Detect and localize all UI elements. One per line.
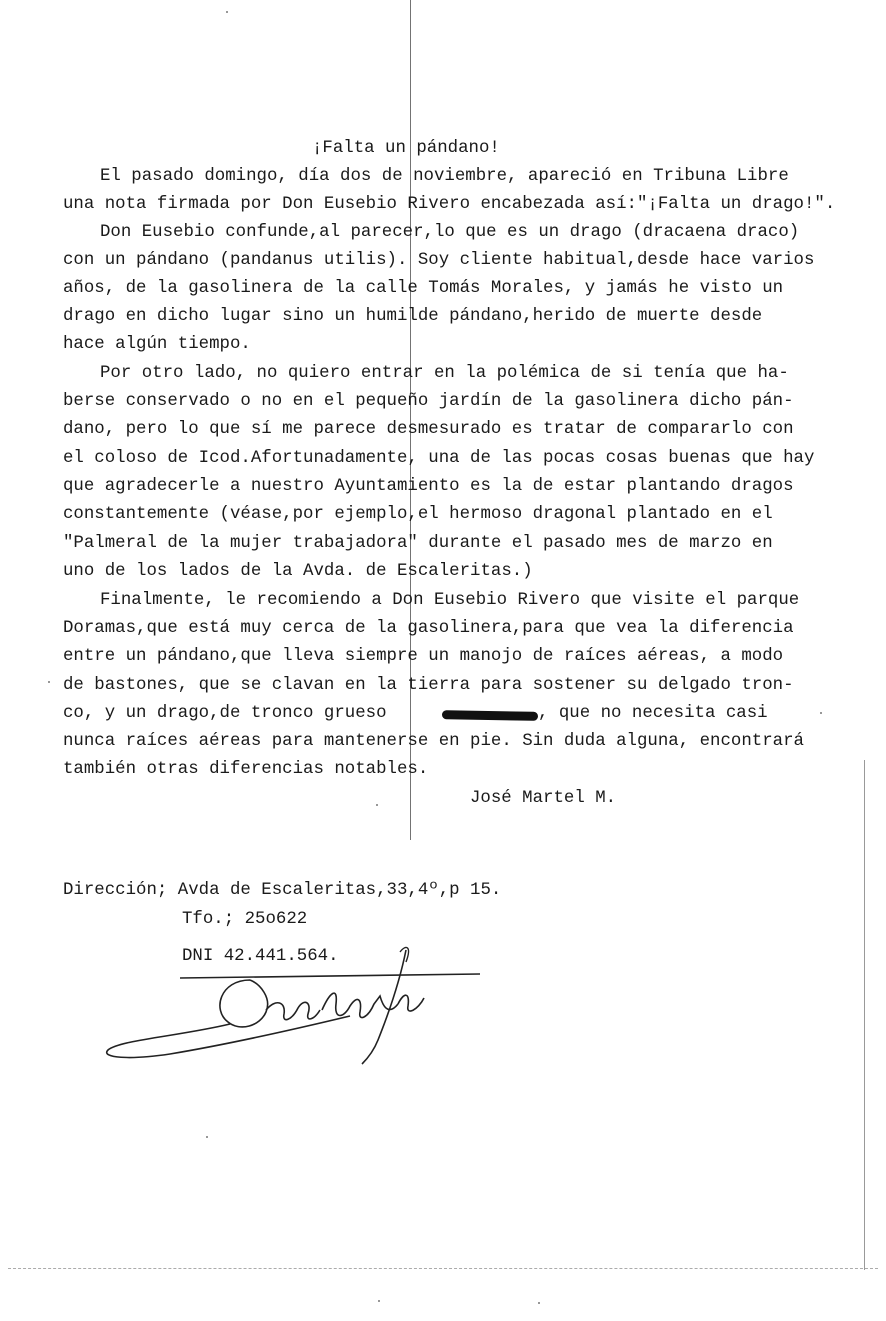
scan-speck: [378, 1300, 380, 1302]
scan-speck: [538, 1302, 540, 1304]
letter-line: constantemente (véase,por ejemplo,el hermoso dragonal plantado en el: [63, 505, 773, 524]
scan-bottom-edge: [8, 1268, 878, 1269]
handwritten-signature: [100, 940, 490, 1070]
scan-speck: [206, 1136, 208, 1138]
scan-speck: [48, 681, 50, 683]
contact-phone: Tfo.; 25o622: [182, 910, 308, 929]
scan-speck: [820, 712, 822, 714]
redaction-mark: [442, 710, 538, 721]
letter-line: Por otro lado, no quiero entrar en la polémica de si tenía que ha-: [100, 364, 789, 383]
letter-line: el coloso de Icod.Afortunadamente, una de las pocas cosas buenas que hay: [63, 449, 815, 468]
letter-line: años, de la gasolinera de la calle Tomás Morales, y jamás he visto un: [63, 279, 784, 298]
letter-line: dano, pero lo que sí me parece desmesurado es tratar de compararlo con: [63, 420, 794, 439]
letter-line: entre un pándano,que lleva siempre un manojo de raíces aéreas, a modo: [63, 647, 784, 666]
letter-line: uno de los lados de la Avda. de Escaleritas.): [63, 562, 533, 581]
letter-line: Finalmente, le recomiendo a Don Eusebio Rivero que visite el parque: [100, 591, 800, 610]
letter-signoff: José Martel M.: [470, 789, 617, 808]
letter-line: berse conservado o no en el pequeño jardín de la gasolinera dicho pán-: [63, 392, 794, 411]
letter-line: drago en dicho lugar sino un humilde pándano,herido de muerte desde: [63, 307, 763, 326]
scan-edge: [864, 760, 865, 1270]
scan-speck: [226, 11, 228, 13]
contact-dni: DNI 42.441.564.: [182, 947, 339, 966]
letter-line: El pasado domingo, día dos de noviembre, apareció en Tribuna Libre: [100, 167, 789, 186]
letter-line: que agradecerle a nuestro Ayuntamiento es la de estar plantando dragos: [63, 477, 794, 496]
letter-line: con un pándano (pandanus utilis). Soy cliente habitual,desde hace varios: [63, 251, 815, 270]
letter-line: , que no necesita casi: [538, 704, 768, 723]
letter-line: de bastones, que se clavan en la tierra para sostener su delgado tron-: [63, 676, 794, 695]
letter-line: una nota firmada por Don Eusebio Rivero encabezada así:"¡Falta un drago!".: [63, 195, 836, 214]
letter-line: Don Eusebio confunde,al parecer,lo que es un drago (dracaena draco): [100, 223, 800, 242]
letter-line: Doramas,que está muy cerca de la gasolinera,para que vea la diferencia: [63, 619, 794, 638]
letter-line: co, y un drago,de tronco grueso: [63, 704, 387, 723]
letter-title: ¡Falta un pándano!: [312, 139, 500, 158]
contact-address: Dirección; Avda de Escaleritas,33,4º,p 15.: [63, 881, 502, 900]
letter-line: hace algún tiempo.: [63, 335, 251, 354]
letter-line: "Palmeral de la mujer trabajadora" durante el pasado mes de marzo en: [63, 534, 773, 553]
letter-line: nunca raíces aéreas para mantenerse en pie. Sin duda alguna, encontrará: [63, 732, 804, 751]
scan-speck: [376, 804, 378, 806]
letter-line: también otras diferencias notables.: [63, 760, 429, 779]
